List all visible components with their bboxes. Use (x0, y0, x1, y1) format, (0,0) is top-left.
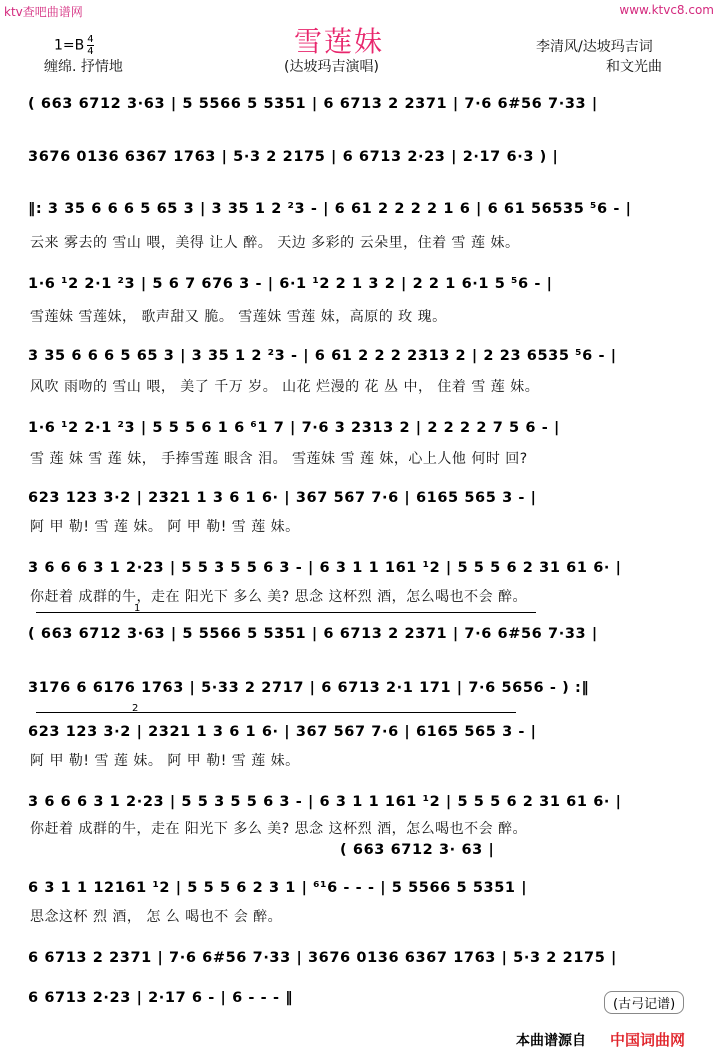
time-denominator: 4 (87, 46, 94, 57)
staff-line: 3 35 6 6 6 5 65 3 | 3 35 1 2 ²3 - | 6 61 2 2 2 2313 2 | 2 23 6535 ⁵6 - | (28, 348, 617, 364)
staff-line: ( 663 6712 3· 63 | (340, 842, 495, 858)
key-label: 1=B (54, 37, 85, 54)
source-label: 本曲谱源自 (516, 1033, 586, 1049)
transcriber-credit: (古弓记谱) (604, 991, 684, 1014)
lyric-line: 雪莲妹 雪莲妹， 歌声甜又 脆。 雪莲妹 雪莲 妹，高原的 玫 瑰。 (30, 309, 447, 325)
staff-line: 623 123 3·2 | 2321 1 3 6 1 6· | 367 567 7·6 | 6165 565 3 - | (28, 490, 537, 506)
staff-line: 3676 0136 6367 1763 | 5·3 2 2175 | 6 6713 2·23 | 2·17 6·3 ) | (28, 149, 559, 165)
lyric-line: 阿 甲 勒! 雪 莲 妹。 阿 甲 勒! 雪 莲 妹。 (30, 753, 300, 769)
staff-line: ( 663 6712 3·63 | 5 5566 5 5351 | 6 6713 2 2371 | 7·6 6#56 7·33 | (28, 96, 598, 112)
composer: 和文光曲 (606, 59, 662, 75)
staff-line: 3 6 6 6 3 1 2·23 | 5 5 3 5 5 6 3 - | 6 3 1 1 161 ¹2 | 5 5 5 6 2 31 61 6· | (28, 560, 622, 576)
time-numerator: 4 (87, 34, 94, 45)
lyric-line: 雪 莲 妹 雪 莲 妹， 手捧雪莲 眼含 泪。 雪莲妹 雪 莲 妹，心上人他 何时 回? (30, 451, 528, 467)
lyric-line: 云来 雾去的 雪山 喂，美得 让人 醉。 天边 多彩的 云朵里，住着 雪 莲 妹。 (30, 235, 520, 251)
song-title: 雪莲妹 (294, 25, 385, 58)
lyric-line: 风吹 雨吻的 雪山 喂， 美了 千万 岁。 山花 烂漫的 花 丛 中， 住着 雪 莲 妹。 (30, 379, 540, 395)
volta-bracket-1 (36, 612, 536, 613)
lyric-line: 阿 甲 勒! 雪 莲 妹。 阿 甲 勒! 雪 莲 妹。 (30, 519, 300, 535)
staff-line: 6 6713 2 2371 | 7·6 6#56 7·33 | 3676 0136 6367 1763 | 5·3 2 2175 | (28, 950, 617, 966)
staff-line: 1·6 ¹2 2·1 ²3 | 5 5 5 6 1 6 ⁶1 7 | 7·6 3 2313 2 | 2 2 2 2 7 5 6 - | (28, 420, 560, 436)
volta-bracket-2 (36, 712, 516, 713)
staff-line: 3176 6 6176 1763 | 5·33 2 2717 | 6 6713 2·1 171 | 7·6 5656 - ) :‖ (28, 680, 590, 696)
volta-number-1: 1 (134, 603, 141, 614)
volta-number-2: 2 (132, 703, 139, 714)
lyric-line: 你赶着 成群的牛，走在 阳光下 多么 美? 思念 这杯烈 酒，怎么喝也不会 醉。 (30, 589, 528, 605)
tempo-mood: 缠绵. 抒情地 (44, 59, 123, 75)
lyricist: 李清风/达坡玛吉词 (536, 39, 653, 55)
staff-line: ‖: 3 35 6 6 6 5 65 3 | 3 35 1 2 ²3 - | 6 61 2 2 2 2 1 6 | 6 61 56535 ⁵6 - | (28, 201, 632, 217)
site-name-left[interactable]: ktv查吧曲谱网 (4, 5, 83, 19)
time-signature (87, 34, 93, 57)
staff-line: 3 6 6 6 3 1 2·23 | 5 5 3 5 5 6 3 - | 6 3 1 1 161 ¹2 | 5 5 5 6 2 31 61 6· | (28, 794, 622, 810)
key-signature (54, 34, 94, 57)
staff-line: 6 6713 2·23 | 2·17 6 - | 6 - - - ‖ (28, 990, 294, 1006)
performer: (达坡玛吉演唱) (284, 59, 379, 75)
site-url-right[interactable]: www.ktvc8.com (619, 3, 714, 17)
staff-line: 6 3 1 1 12161 ¹2 | 5 5 5 6 2 3 1 | ⁶¹6 - - - | 5 5566 5 5351 | (28, 880, 528, 896)
staff-line: ( 663 6712 3·63 | 5 5566 5 5351 | 6 6713 2 2371 | 7·6 6#56 7·33 | (28, 626, 598, 642)
staff-line: 1·6 ¹2 2·1 ²3 | 5 6 7 676 3 - | 6·1 ¹2 2 1 3 2 | 2 2 1 6·1 5 ⁵6 - | (28, 276, 553, 292)
lyric-line: 思念这杯 烈 酒， 怎 么 喝也不 会 醉。 (30, 909, 283, 925)
lyric-line: 你赶着 成群的牛，走在 阳光下 多么 美? 思念 这杯烈 酒，怎么喝也不会 醉。 (30, 821, 528, 837)
staff-line: 623 123 3·2 | 2321 1 3 6 1 6· | 367 567 7·6 | 6165 565 3 - | (28, 724, 537, 740)
source-brand-link[interactable]: 中国词曲网 (610, 1031, 686, 1049)
